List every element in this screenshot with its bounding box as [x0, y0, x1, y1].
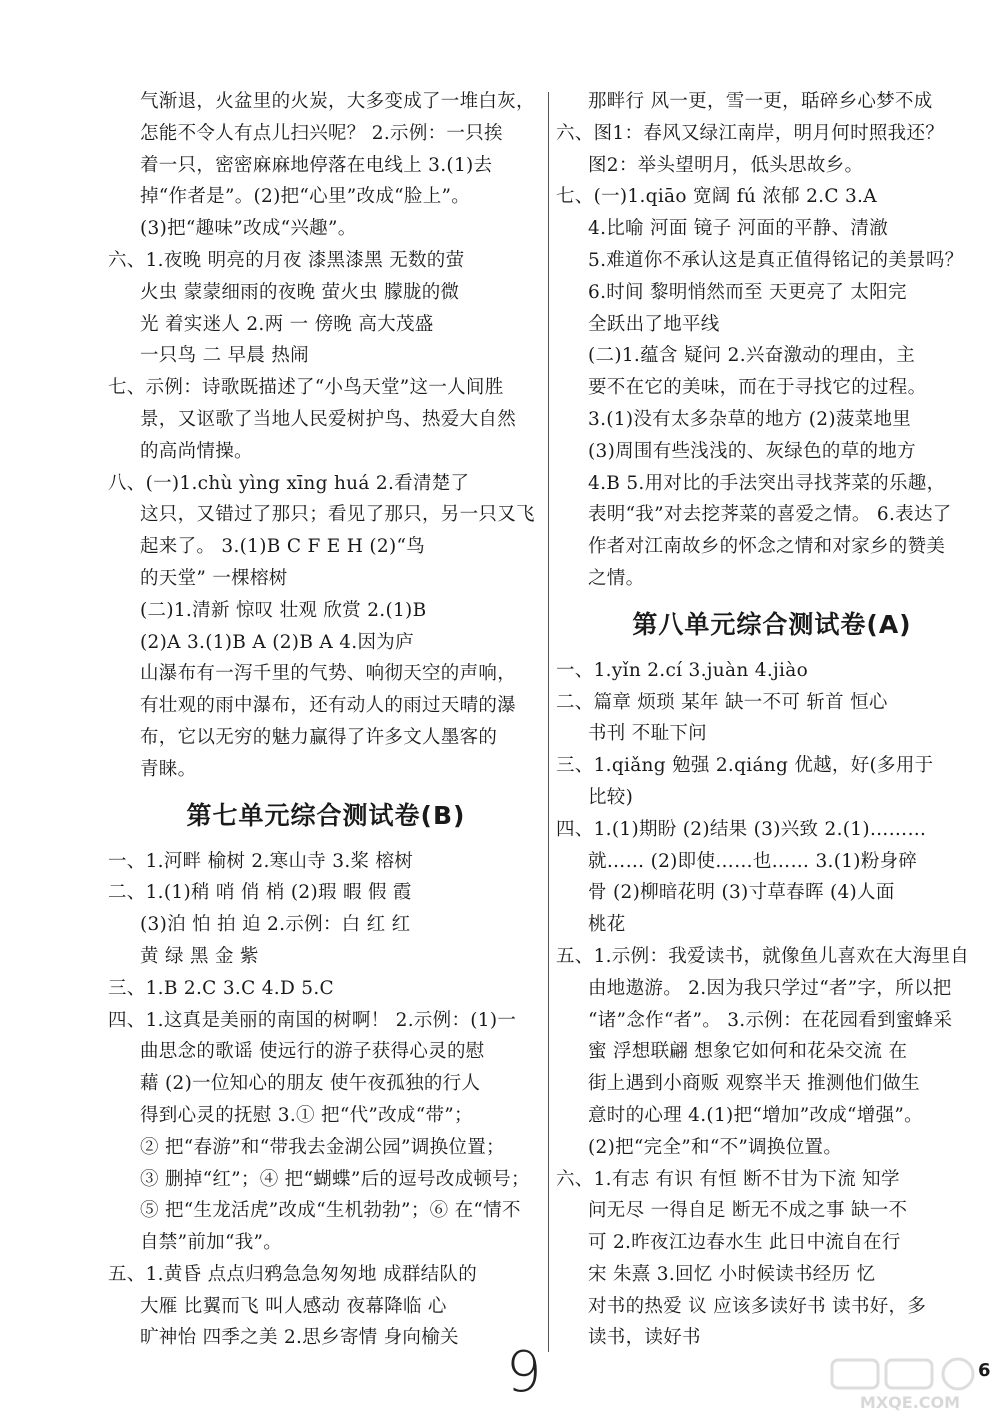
answer-line: (2)A 3.(1)B A (2)B A 4.因为庐 [140, 631, 414, 653]
answer-line: 藉 (2)一位知心的朋友 使午夜孤独的行人 [140, 1073, 481, 1095]
page-number: 6 [978, 1360, 991, 1381]
answer-line: ⑤ 把“生龙活虎”改成“生机勃勃”；⑥ 在“情不 [140, 1200, 521, 1222]
answer-line: 6.时间 黎明悄然而至 天更亮了 太阳完 [588, 281, 907, 303]
answer-line: 三、1.qiǎng 勉强 2.qiáng 优越，好(多用于 [556, 755, 934, 777]
answer-line: 掉“作者是”。(2)把“心里”改成“脸上”。 [140, 186, 471, 208]
answer-line: 景，又讴歌了当地人民爱树护鸟、热爱大自然 [140, 408, 517, 430]
answer-line: 蜜 浮想联翩 想象它如何和花朵交流 在 [588, 1041, 908, 1063]
answer-line: 桃花 [588, 914, 626, 936]
answer-line: (3)把“趣味”改成“兴趣”。 [140, 218, 357, 240]
answer-line: (3)泊 怕 拍 迫 2.示例：白 红 红 [140, 914, 411, 936]
answer-line: 山瀑布有一泻千里的气势、响彻天空的声响， [140, 663, 517, 685]
answer-line: 的天堂” 一棵榕树 [140, 567, 288, 589]
answer-line: 3.(1)没有太多杂草的地方 (2)菠菜地里 [588, 408, 912, 430]
watermark-logo [830, 1356, 990, 1412]
answer-line: 这只，又错过了那只；看见了那只，另一只又飞 [140, 504, 535, 526]
answer-line: 表明“我”对去挖荠菜的喜爱之情。 6.表达了 [588, 504, 952, 526]
answer-line: 作者对江南故乡的怀念之情和对家乡的赞美 [588, 536, 946, 558]
answer-line: 八、(一)1.chù yìng xīng huá 2.看清楚了 [108, 472, 470, 494]
answer-line: 那畔行 风一更，雪一更，聒碎乡心梦不成 [588, 91, 933, 112]
answer-line: “诸”念作“者”。 3.示例：在花园看到蜜蜂采 [588, 1009, 953, 1031]
answer-line: 光 着实迷人 2.两 一 傍晚 高大茂盛 [140, 313, 434, 335]
answer-line: 得到心灵的抚慰 3.① 把“代”改成“带”； [140, 1104, 473, 1126]
answer-line: 4.B 5.用对比的手法突出寻找荠菜的乐趣， [588, 472, 946, 494]
answer-line: 由地遨游。 2.因为我只学过“者”字，所以把 [588, 977, 952, 999]
answer-line: 比较) [588, 786, 634, 808]
answer-line: 图2：举头望明月，低头思故乡。 [588, 154, 864, 176]
answer-line: 四、1.(1)期盼 (2)结果 (3)兴致 2.(1)……… [556, 818, 927, 840]
answer-line: 气渐退，火盆里的火炭，大多变成了一堆白灰， [140, 91, 535, 112]
answer-line: 意时的心理 4.(1)把“增加”改成“增强”。 [588, 1104, 923, 1126]
handwritten-page-mark: 9 [506, 1340, 542, 1405]
answer-line: 之情。 [588, 567, 645, 589]
answer-line: (2)把“完全”和“不”调换位置。 [588, 1136, 843, 1158]
answer-line: 火虫 蒙蒙细雨的夜晚 萤火虫 朦胧的微 [140, 281, 460, 303]
section-heading: 第七单元综合测试卷(B) [186, 800, 466, 830]
answer-line: 问无尽 一得自足 断无不成之事 缺一不 [588, 1200, 908, 1222]
answer-line: 书刊 不耻下问 [588, 723, 707, 745]
answer-line: 六、1.夜晚 明亮的月夜 漆黑漆黑 无数的萤 [108, 249, 465, 271]
answer-line: (二)1.清新 惊叹 壮观 欣赏 2.(1)B [140, 599, 427, 621]
answer-line: 自禁”前加“我”。 [140, 1232, 283, 1254]
answer-line: 大雁 比翼而飞 叫人感动 夜幕降临 心 [140, 1295, 447, 1317]
answer-line: 旷神怡 四季之美 2.思乡寄情 身向榆关 [140, 1327, 459, 1349]
answer-line: 有壮观的雨中瀑布，还有动人的雨过天晴的瀑 [140, 695, 517, 717]
answer-line: 六、图1：春风又绿江南岸，明月何时照我还？ [556, 122, 945, 144]
answer-line: 对书的热爱 议 应该多读好书 读书好，多 [588, 1295, 927, 1317]
right-column [556, 86, 988, 1354]
answer-line: 四、1.这真是美丽的南国的树啊！ 2.示例：(1)一 [108, 1009, 517, 1031]
answer-line: 六、1.有志 有识 有恒 断不甘为下流 知学 [556, 1168, 900, 1190]
answer-line: 二、1.(1)稍 哨 俏 梢 (2)瑕 暇 假 霞 [108, 882, 412, 904]
answer-line: ② 把“春游”和“带我去金湖公园”调换位置； [140, 1136, 505, 1158]
answer-line: 4.比喻 河面 镜子 河面的平静、清澈 [588, 218, 888, 240]
left-column [108, 86, 544, 1354]
answer-line: 三、1.B 2.C 3.C 4.D 5.C [108, 977, 334, 999]
answer-line: (二)1.蕴含 疑问 2.兴奋激动的理由，主 [588, 345, 916, 367]
answer-line: 的高尚情操。 [140, 440, 253, 462]
svg-text:MXQE.COM: MXQE.COM [859, 1393, 961, 1412]
answer-line: 青睐。 [140, 758, 197, 780]
answer-line: 就…… (2)即使……也…… 3.(1)粉身碎 [588, 850, 918, 872]
answer-line: 一、1.河畔 榆树 2.寒山寺 3.桨 榕树 [108, 850, 414, 872]
answer-line: 起来了。 3.(1)B C F E H (2)“鸟 [140, 536, 426, 558]
answer-line: 读书，读好书 [588, 1327, 701, 1349]
answer-line: 五、1.黄昏 点点归鸦急急匆匆地 成群结队的 [108, 1263, 478, 1285]
answer-line: 5.难道你不承认这是真正值得铭记的美景吗？ [588, 249, 964, 271]
answer-line: 布，它以无穷的魅力赢得了许多文人墨客的 [140, 726, 498, 748]
answer-line: 一只鸟 二 早晨 热闹 [140, 345, 309, 367]
answer-line: (3)周围有些浅浅的、灰绿色的草的地方 [588, 440, 916, 462]
answer-line: 可 2.昨夜江边春水生 此日中流自在行 [588, 1232, 901, 1254]
column-divider [548, 92, 549, 1352]
answer-line: 骨 (2)柳暗花明 (3)寸草春晖 (4)人面 [588, 882, 895, 904]
answer-line: 七、(一)1.qiāo 宽阔 fú 浓郁 2.C 3.A [556, 186, 877, 208]
answer-line: 宋 朱熹 3.回忆 小时候读书经历 忆 [588, 1263, 876, 1285]
answer-line: 怎能不令人有点儿扫兴呢？ 2.示例：一只挨 [140, 122, 503, 144]
answer-line: 要不在它的美味，而在于寻找它的过程。 [588, 377, 927, 399]
section-heading: 第八单元综合测试卷(A) [632, 609, 912, 639]
answer-line: 七、示例：诗歌既描述了“小鸟天堂”这一人间胜 [108, 377, 504, 399]
answer-line: 街上遇到小商贩 观察半天 推测他们做生 [588, 1073, 920, 1095]
answer-line: 二、篇章 烦琐 某年 缺一不可 斩首 恒心 [556, 691, 888, 713]
answer-line: 曲思念的歌谣 使远行的游子获得心灵的慰 [140, 1041, 485, 1063]
answer-line: 全跃出了地平线 [588, 313, 720, 335]
answer-line: 黄 绿 黑 金 紫 [140, 945, 259, 967]
answer-line: 五、1.示例：我爱读书，就像鱼儿喜欢在大海里自 [556, 945, 970, 967]
answer-line: ③ 删掉“红”；④ 把“蝴蝶”后的逗号改成顿号； [140, 1168, 530, 1190]
answer-line: 一、1.yǐn 2.cí 3.juàn 4.jiào [556, 659, 809, 681]
answer-line: 着一只，密密麻麻地停落在电线上 3.(1)去 [140, 154, 493, 176]
